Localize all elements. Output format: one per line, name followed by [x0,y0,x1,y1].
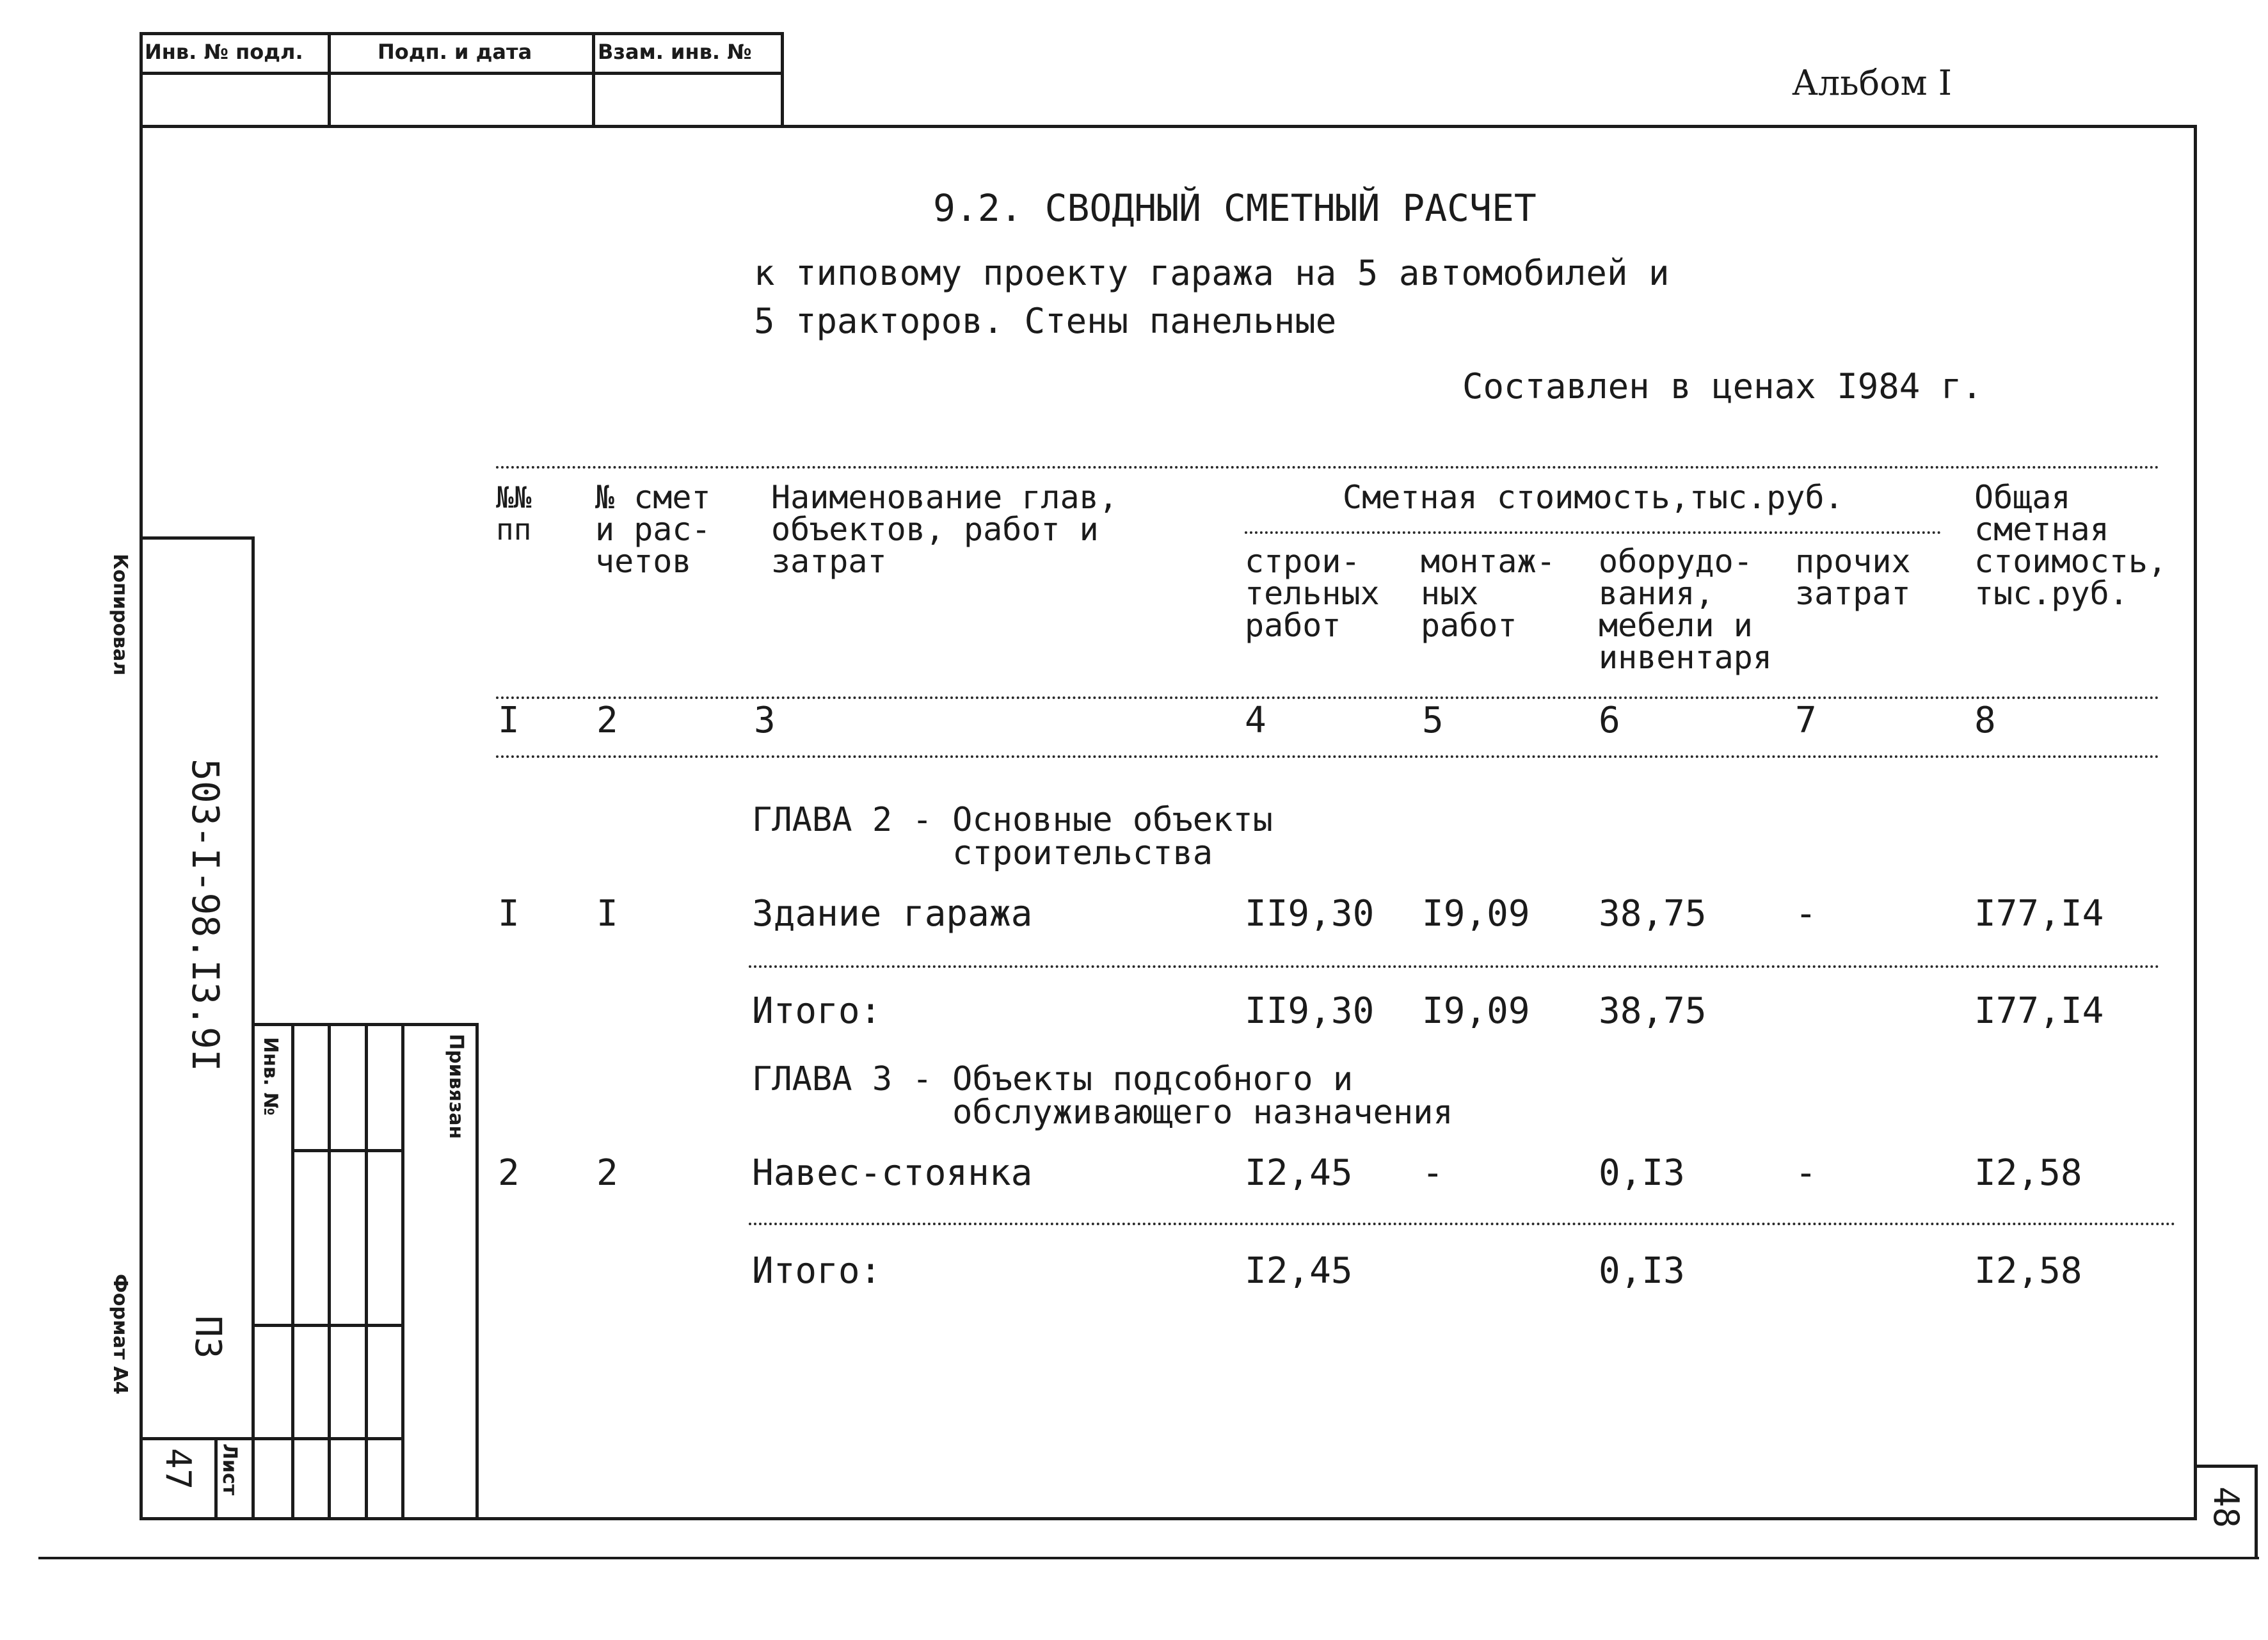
page-title: 9.2. СВОДНЫЙ СМЕТНЫЙ РАСЧЕТ [933,186,1537,230]
row-num: 2 [498,1152,520,1194]
list-label: Лист [218,1443,241,1496]
col-number: 5 [1422,700,1444,741]
row-total: I77,I4 [1974,893,2104,935]
row-smeta: I [596,893,618,935]
row-num: I [498,893,520,935]
kopiroval-label: Копировал [109,554,131,676]
row-installation: - [1422,1152,1444,1194]
row-other: - [1795,893,1817,935]
page-number: 48 [2206,1486,2246,1529]
section-code: ПЗ [187,1315,228,1359]
total-equipment: 0,I3 [1599,1250,1685,1292]
col-number: 4 [1245,700,1266,741]
row-construction: II9,30 [1245,893,1375,935]
subtitle-line-1: к типовому проекту гаража на 5 автомобилей и [754,253,1670,293]
inv-no-label: Инв. № [259,1037,282,1116]
header-equipment: оборудо- вания, мебели и инвентаря [1599,543,1772,676]
album-label: Альбом I [1792,63,1953,103]
prices-note: Составлен в ценах I984 г. [1462,366,1983,406]
header-other: прочих затрат [1795,543,1911,612]
row-name: Навес-стоянка [752,1152,1033,1194]
col-number: 3 [754,700,776,741]
header-construction: строи- тельных работ [1245,543,1380,644]
row-installation: I9,09 [1422,893,1530,935]
row-other: - [1795,1152,1817,1194]
row-total: I2,58 [1974,1152,2082,1194]
col-number: I [498,700,520,741]
total-sum: I2,58 [1974,1250,2082,1292]
total-construction: I2,45 [1245,1250,1353,1292]
row-equipment: 0,I3 [1599,1152,1685,1194]
chapter-2-heading: ГЛАВА 2 - Основные объекты строительства [752,801,1273,872]
row-name: Здание гаража [752,893,1033,935]
total-equipment: 38,75 [1599,990,1707,1032]
privyazan-label: Привязан [445,1034,467,1139]
row-construction: I2,45 [1245,1152,1353,1194]
subtitle-line-2: 5 тракторов. Стены панельные [754,301,1337,341]
format-label: Формат А4 [109,1274,131,1395]
total-sum: I77,I4 [1974,990,2104,1032]
stamp-inv-podl: Инв. № подл. [145,40,303,64]
doc-code: 503-I-98.I3.9I [184,759,227,1072]
col-number: 7 [1795,700,1817,741]
total-label: Итого: [752,1250,882,1292]
col-number: 8 [1974,700,1996,741]
stamp-podp-data: Подп. и дата [378,40,532,64]
chapter-3-heading: ГЛАВА 3 - Объекты подсобного и обслуживающего назначения [752,1060,1453,1132]
stamp-vzam-inv: Взам. инв. № [598,40,752,64]
header-smeta: № смет и рас- четов [595,479,711,580]
total-installation: I9,09 [1422,990,1530,1032]
row-equipment: 38,75 [1599,893,1707,935]
header-name: Наименование глав, объектов, работ и затрат [771,479,1118,580]
list-number: 47 [158,1448,198,1490]
total-construction: II9,30 [1245,990,1375,1032]
header-installation: монтаж- ных работ [1421,543,1556,644]
header-total: Общая сметная стоимость, тыс.руб. [1974,479,2168,612]
row-smeta: 2 [596,1152,618,1194]
header-num: №№ пп [496,480,532,547]
header-group: Сметная стоимость,тыс.руб. [1343,479,1844,516]
col-number: 6 [1599,700,1620,741]
col-number: 2 [596,700,618,741]
total-label: Итого: [752,990,882,1032]
